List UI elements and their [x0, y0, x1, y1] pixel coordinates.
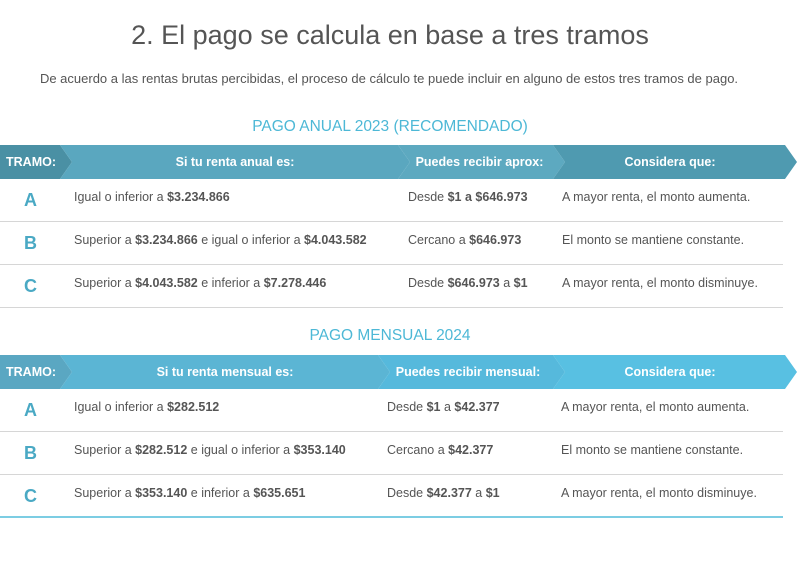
monthly-header-tramo: TRAMO:	[6, 365, 56, 379]
considera-cell: A mayor renta, el monto disminuye.	[562, 276, 758, 290]
renta-cell: Igual o inferior a $3.234.866	[74, 190, 230, 204]
recibir-cell: Cercano a $646.973	[408, 233, 522, 247]
monthly-section-title: PAGO MENSUAL 2024	[309, 327, 471, 344]
renta-cell: Superior a $3.234.866 e igual o inferior a $4.043.582	[74, 233, 367, 247]
tramo-letter: B	[24, 443, 37, 463]
page-title: 2. El pago se calcula en base a tres tramos	[131, 20, 649, 50]
table-row	[0, 432, 783, 475]
recibir-cell: Desde $1 a $42.377	[387, 400, 500, 414]
monthly-table-header	[0, 355, 798, 389]
renta-cell: Igual o inferior a $282.512	[74, 400, 220, 414]
recibir-cell: Desde $1 a $646.973	[408, 190, 528, 204]
recibir-cell: Desde $646.973 a $1	[408, 276, 528, 290]
annual-header-tramo: TRAMO:	[6, 155, 56, 169]
considera-cell: A mayor renta, el monto aumenta.	[561, 400, 750, 414]
intro-text: De acuerdo a las rentas brutas percibidas, el proceso de cálculo te puede incluir en alguno de estos tres tramos de pago.	[39, 71, 739, 86]
table-row	[0, 389, 783, 432]
renta-cell: Superior a $4.043.582 e inferior a $7.278.446	[74, 276, 327, 290]
recibir-cell: Desde $42.377 a $1	[387, 486, 500, 500]
renta-cell: Superior a $282.512 e igual o inferior a $353.140	[74, 443, 346, 457]
annual-header-considera: Considera que:	[624, 155, 716, 169]
considera-cell: A mayor renta, el monto disminuye.	[561, 486, 757, 500]
annual-header-recibir: Puedes recibir aprox:	[415, 155, 544, 169]
monthly-header-recibir: Puedes recibir mensual:	[395, 365, 541, 379]
considera-cell: El monto se mantiene constante.	[561, 443, 744, 457]
annual-header-renta: Si tu renta anual es:	[175, 155, 295, 169]
tramo-letter: A	[24, 190, 37, 210]
annual-table-header	[0, 145, 798, 179]
considera-cell: A mayor renta, el monto aumenta.	[562, 190, 751, 204]
tramo-letter: A	[24, 400, 37, 420]
tramo-letter: C	[24, 276, 37, 296]
renta-cell: Superior a $353.140 e inferior a $635.651	[74, 486, 306, 500]
annual-section-title: PAGO ANUAL 2023 (RECOMENDADO)	[252, 118, 528, 135]
table-row	[0, 222, 783, 265]
tramo-letter: C	[24, 486, 37, 506]
table-row	[0, 265, 783, 308]
considera-cell: El monto se mantiene constante.	[562, 233, 745, 247]
tramo-letter: B	[24, 233, 37, 253]
monthly-header-considera: Considera que:	[624, 365, 716, 379]
table-row	[0, 475, 783, 518]
monthly-header-renta: Si tu renta mensual es:	[156, 365, 294, 379]
table-row	[0, 179, 783, 222]
recibir-cell: Cercano a $42.377	[387, 443, 494, 457]
